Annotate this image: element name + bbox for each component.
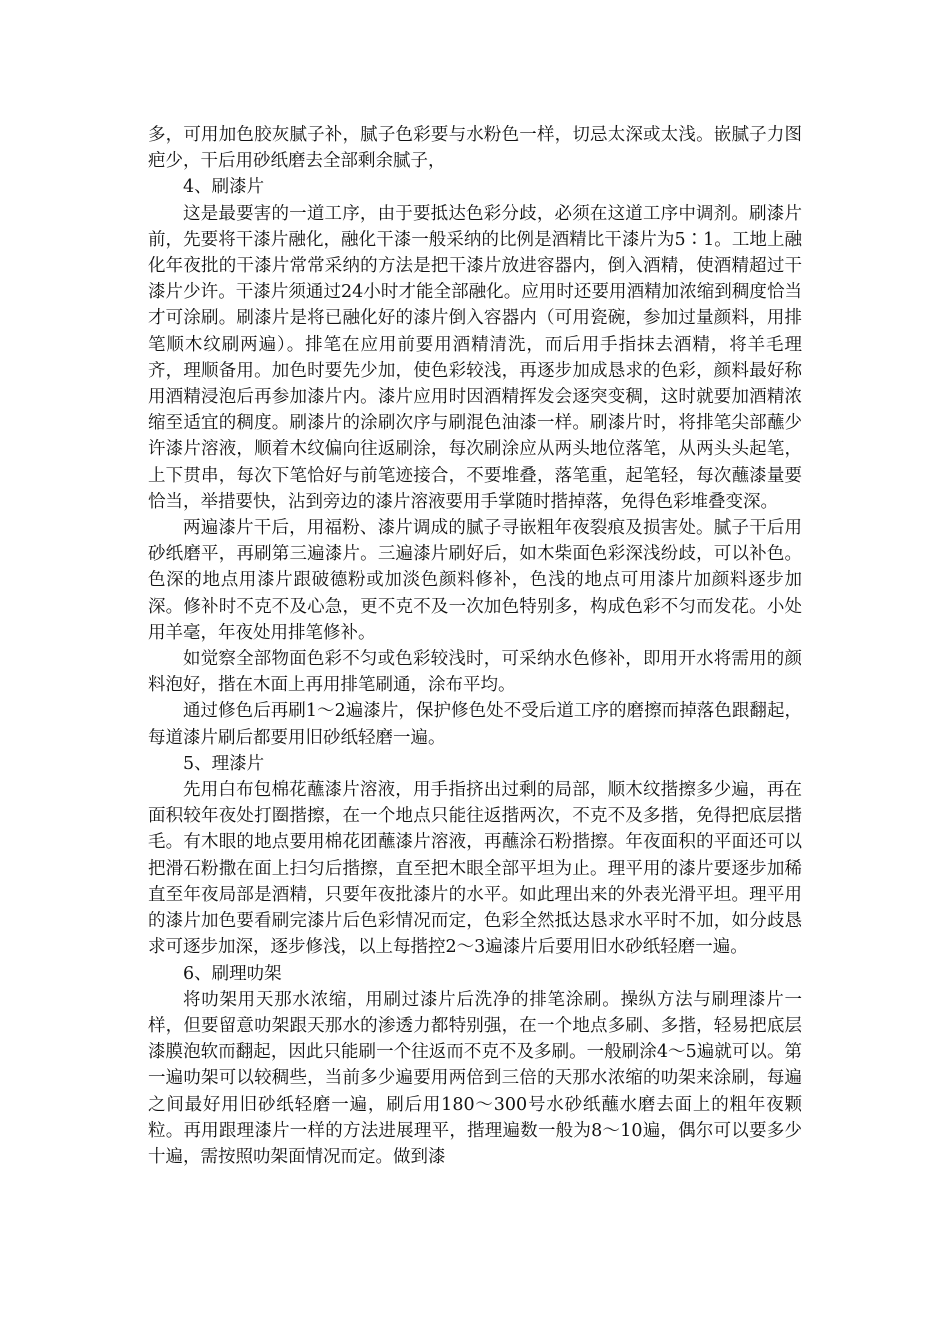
body-paragraph: 两遍漆片干后，用福粉、漆片调成的腻子寻嵌粗年夜裂痕及损害处。腻子干后用砂纸磨平，再刷第三遍漆片。三遍漆片刷好后，如木柴面色彩深浅纷歧，可以补色。色深的地点用漆片跟破德粉或加淡色颜料修补，色浅的地点可用漆片加颜料逐步加深。修补时不克不及心急，更不克不及一次加色特别多，构成色彩不匀而发花。小处用羊毫，年夜处用排笔修补。 xyxy=(148,518,802,643)
body-paragraph: 这是最要害的一道工序，由于要抵达色彩分歧，必须在这道工序中调剂。刷漆片前，先要将干漆片融化，融化干漆一般采纳的比例是酒精比干漆片为5∶1。工地上融化年夜批的干漆片常常采纳的方法是把干漆片放进容器内，倒入酒精，使酒精超过干漆片少许。干漆片须通过24小时才能全部融化。应用时还要用酒精加浓缩到稠度恰当才可涂刷。刷漆片是将已融化好的漆片倒入容器内（可用瓷碗，参加过量颜料，用排笔顺木纹刷两遍）。排笔在应用前要用酒精清洗，而后用手指抹去酒精，将羊毛理齐，理顺备用。加色时要先少加，使色彩较浅，再逐步加成恳求的色彩，颜料最好称用酒精浸泡后再参加漆片内。漆片应用时因酒精挥发会逐突变稠，这时就要加酒精浓缩至适宜的稠度。刷漆片的涂刷次序与刷混色油漆一样。刷漆片时，将排笔尖部蘸少许漆片溶液，顺着木纹偏向往返刷涂，每次刷涂应从两头地位落笔，从两头头起笔，上下贯串，每次下笔恰好与前笔迹接合，不要堆叠，落笔重，起笔轻，每次蘸漆量要恰当，举措要快，沾到旁边的漆片溶液要用手掌随时揩掉落，免得色彩堆叠变深。 xyxy=(148,203,802,512)
section-heading-4: 4、刷漆片 xyxy=(183,177,265,198)
document-page xyxy=(148,122,802,1170)
section-heading-6: 6、刷理叻架 xyxy=(183,963,282,984)
body-paragraph: 将叻架用天那水浓缩，用刷过漆片后洗净的排笔涂刷。操纵方法与刷理漆片一样，但要留意叻架跟天那水的渗透力都特别强，在一个地点多刷、多揩，轻易把底层漆膜泡软而翻起，因此只能刷一个往返而不克不及多刷。一般刷涂4～5遍就可以。第一遍叻架可以较稠些，当前多少遍要用两倍到三倍的天那水浓缩的叻架来涂刷，每遍之间最好用旧砂纸轻磨一遍，刷后用180～300号水砂纸蘸水磨去面上的粗年夜颗粒。再用跟理漆片一样的方法进展理平，揩理遍数一般为8～10遍，偶尔可以要多少十遍，需按照叻架面情况而定。做到漆 xyxy=(148,989,802,1167)
section-heading-5: 5、理漆片 xyxy=(183,753,265,774)
body-paragraph: 多，可用加色胶灰腻子补，腻子色彩要与水粉色一样，切忌太深或太浅。嵌腻子力图疤少，干后用砂纸磨去全部剩余腻子， xyxy=(148,125,802,172)
body-paragraph: 先用白布包棉花蘸漆片溶液，用手指挤出过剩的局部，顺木纹揩擦多少遍，再在面积较年夜处打圈揩擦，在一个地点只能往返揩两次，不克不及多揩，免得把底层揩毛。有木眼的地点要用棉花团蘸漆片溶液，再蘸涂石粉揩擦。年夜面积的平面还可以把滑石粉撒在面上扫匀后揩擦，直至把木眼全部平坦为止。理平用的漆片要逐步加稀直至年夜局部是酒精，只要年夜批漆片的水平。如此理出来的外表光滑平坦。理平用的漆片加色要看刷完漆片后色彩情况而定，色彩全然抵达恳求水平时不加，如分歧恳求可逐步加深，逐步修浅，以上每揩控2～3遍漆片后要用旧水砂纸轻磨一遍。 xyxy=(148,780,802,958)
body-paragraph: 通过修色后再刷1～2遍漆片，保护修色处不受后道工序的磨擦而掉落色跟翻起，每道漆片刷后都要用旧砂纸轻磨一遍。 xyxy=(148,701,802,748)
body-paragraph: 如觉察全部物面色彩不匀或色彩较浅时，可采纳水色修补，即用开水将需用的颜料泡好，揩在木面上再用排笔刷通，涂布平均。 xyxy=(148,649,802,696)
